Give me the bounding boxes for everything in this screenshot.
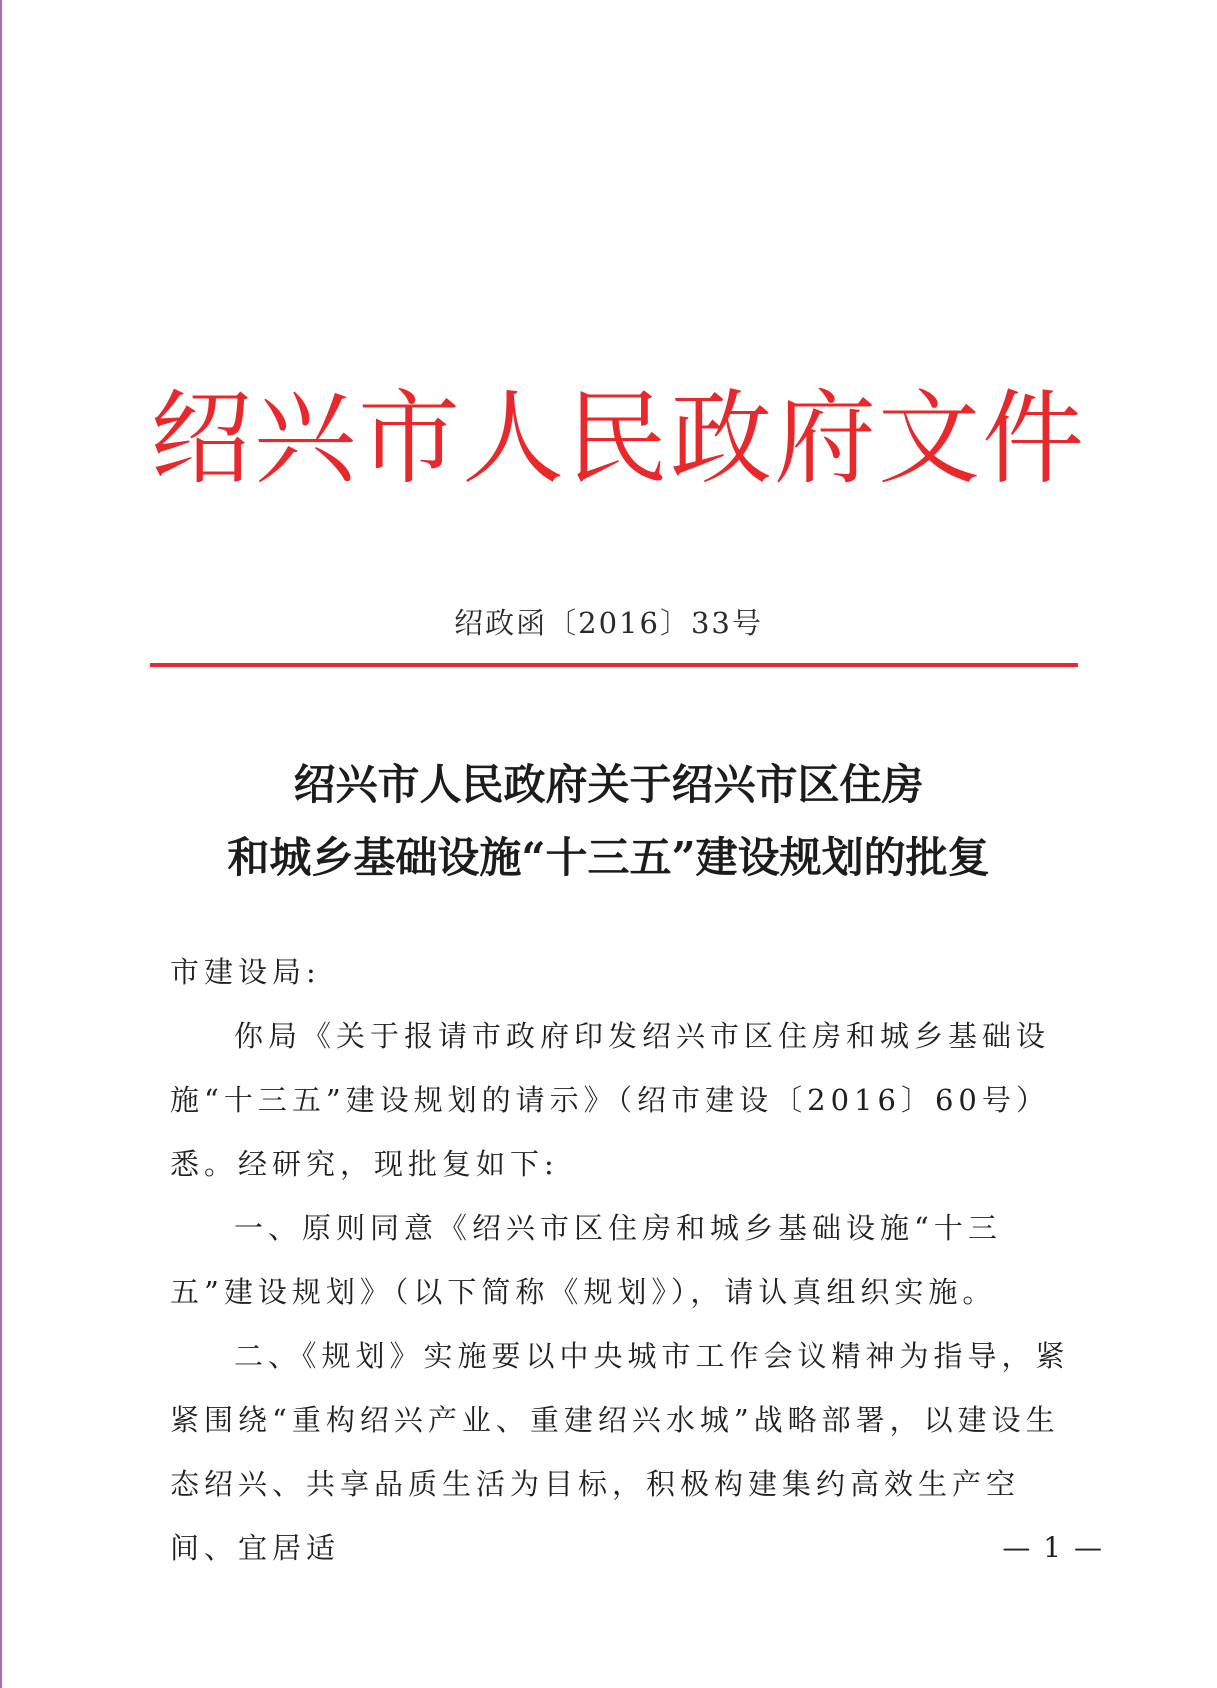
page-edge <box>0 0 2 1688</box>
body-paragraph-1: 你局《关于报请市政府印发绍兴市区住房和城乡基础设施“十三五”建设规划的请示》（绍市建设〔2016〕60号）悉。经研究，现批复如下: <box>170 1019 1051 1181</box>
document-number: 绍政函〔2016〕33号 <box>454 606 763 640</box>
body-paragraph-3: 二、《规划》实施要以中央城市工作会议精神为指导，紧紧围绕“重构绍兴产业、重建绍兴水城”战略部署，以建设生态绍兴、共享品质生活为目标，积极构建集约高效生产空间、宜居适 <box>170 1339 1070 1565</box>
issuing-authority-title: 绍兴市人民政府文件 <box>150 380 1086 499</box>
red-divider-line <box>150 663 1078 667</box>
document-title-line-2: 和城乡基础设施“十三五”建设规划的批复 <box>227 833 990 882</box>
addressee: 市建设局: <box>170 955 321 989</box>
page-number: — 1 — <box>1002 1531 1104 1564</box>
document-title-line-1: 绍兴市人民政府关于绍兴市区住房 <box>293 760 924 809</box>
document-title <box>150 748 1067 894</box>
document-body <box>170 940 1075 1580</box>
body-paragraph-2: 一、原则同意《绍兴市区住房和城乡基础设施“十三五”建设规划》（以下简称《规划》），请认真组织实施。 <box>170 1211 1002 1309</box>
